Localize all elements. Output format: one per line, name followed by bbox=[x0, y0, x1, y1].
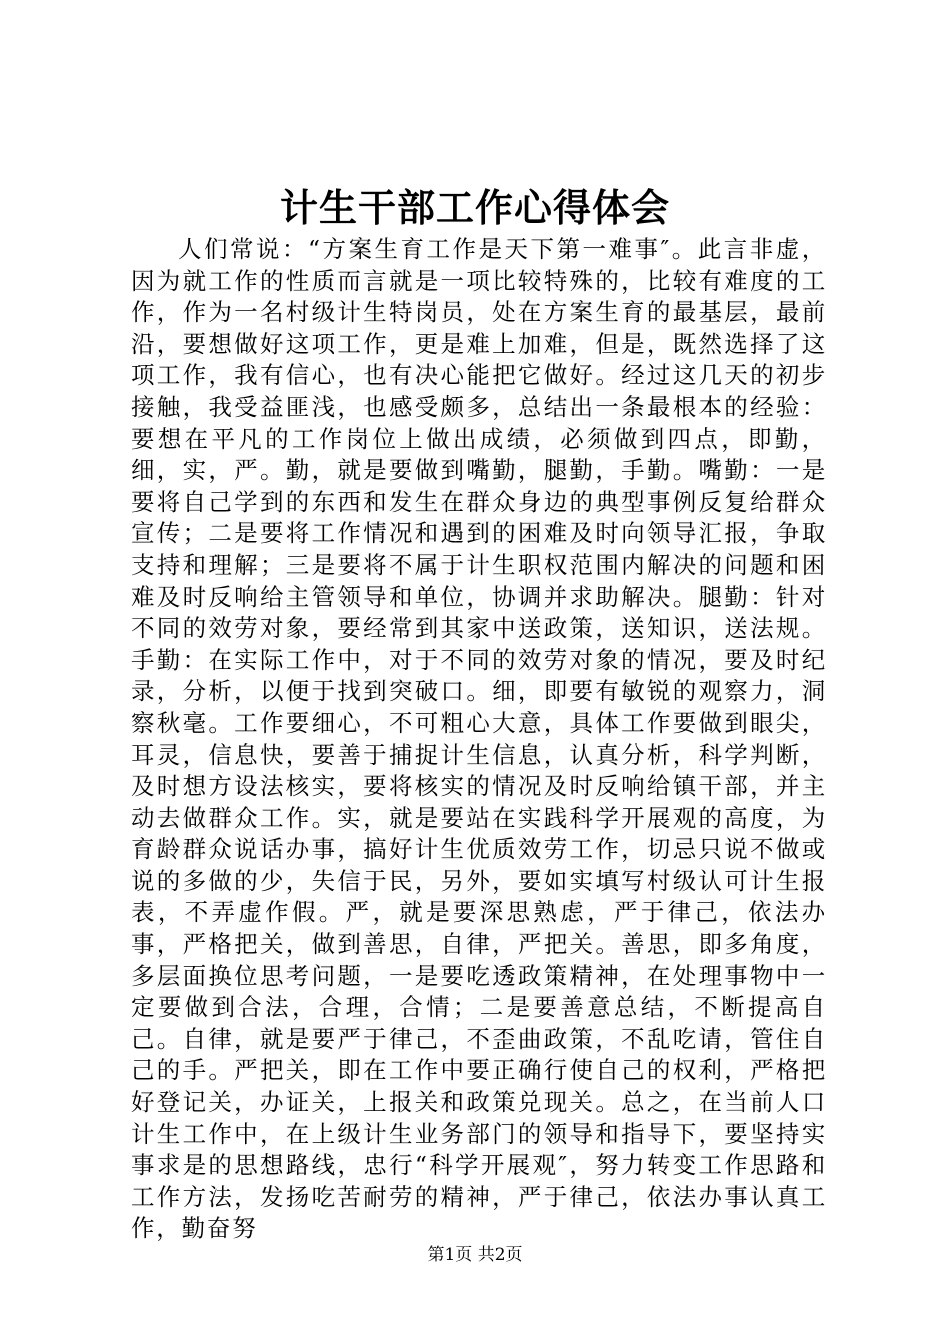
page-footer: 第1页 共2页 bbox=[427, 1245, 523, 1265]
document-title: 计生干部工作心得体会 bbox=[279, 185, 670, 230]
body-paragraph: 人们常说：“方案生育工作是天下第一难事″。此言非虚，因为就工作的性质而言就是一项比较特殊的，比较有难度的工作，作为一名村级计生特岗员，处在方案生育的最基层，最前沿，要想做好这项工作，更是难上加难，但是，既然选择了这项工作，我有信心，也有决心能把它做好。经过这几天的初步接触，我受益匪浅，也感受颇多，总结出一条最根本的经验：要想在平凡的工作岗位上做出成绩，必须做到四点，即勤，细，实，严。勤，就是要做到嘴勤，腿勤，手勤。嘴勤：一是要将自己学到的东西和发生在群众身边的典型事例反复给群众宣传；二是要将工作情况和遇到的困难及时向领导汇报，争取支持和理解；三是要将不属于计生职权范围内解决的问题和困难及时反响给主管领导和单位，协调并求助解决。腿勤：针对不同的效劳对象，要经常到其家中送政策，送知识，送法规。手勤：在实际工作中，对于不同的效劳对象的情况，要及时纪录，分析，以便于找到突破口。细，即要有敏锐的观察力，洞察秋毫。工作要细心，不可粗心大意，具体工作要做到眼尖，耳灵，信息快，要善于捕捉计生信息，认真分析，科学判断，及时想方设法核实，要将核实的情况及时反响给镇干部，并主动去做群众工作。实，就是要站在实践科学开展观的高度，为育龄群众说话办事，搞好计生优质效劳工作，切忌只说不做或说的多做的少，失信于民，另外，要如实填写村级认可计生报表，不弄虚作假。严，就是要深思熟虑，严于律己，依法办事，严格把关，做到善思，自律，严把关。善思，即多角度，多层面换位思考问题，一是要吃透政策精神，在处理事物中一定要做到合法，合理，合情；二是要善意总结，不断提高自己。自律，就是要严于律己，不歪曲政策，不乱吃请，管住自己的手。严把关，即在工作中要正确行使自己的权利，严格把好登记关，办证关，上报关和政策兑现关。总之，在当前人口计生工作中，在上级计生业务部门的领导和指导下，要坚持实事求是的思想路线，忠行“科学开展观″，努力转变工作思路和工作方法，发扬吃苦耐劳的精神，严于律己，依法办事认真工作，勤奋努 bbox=[131, 235, 827, 1243]
